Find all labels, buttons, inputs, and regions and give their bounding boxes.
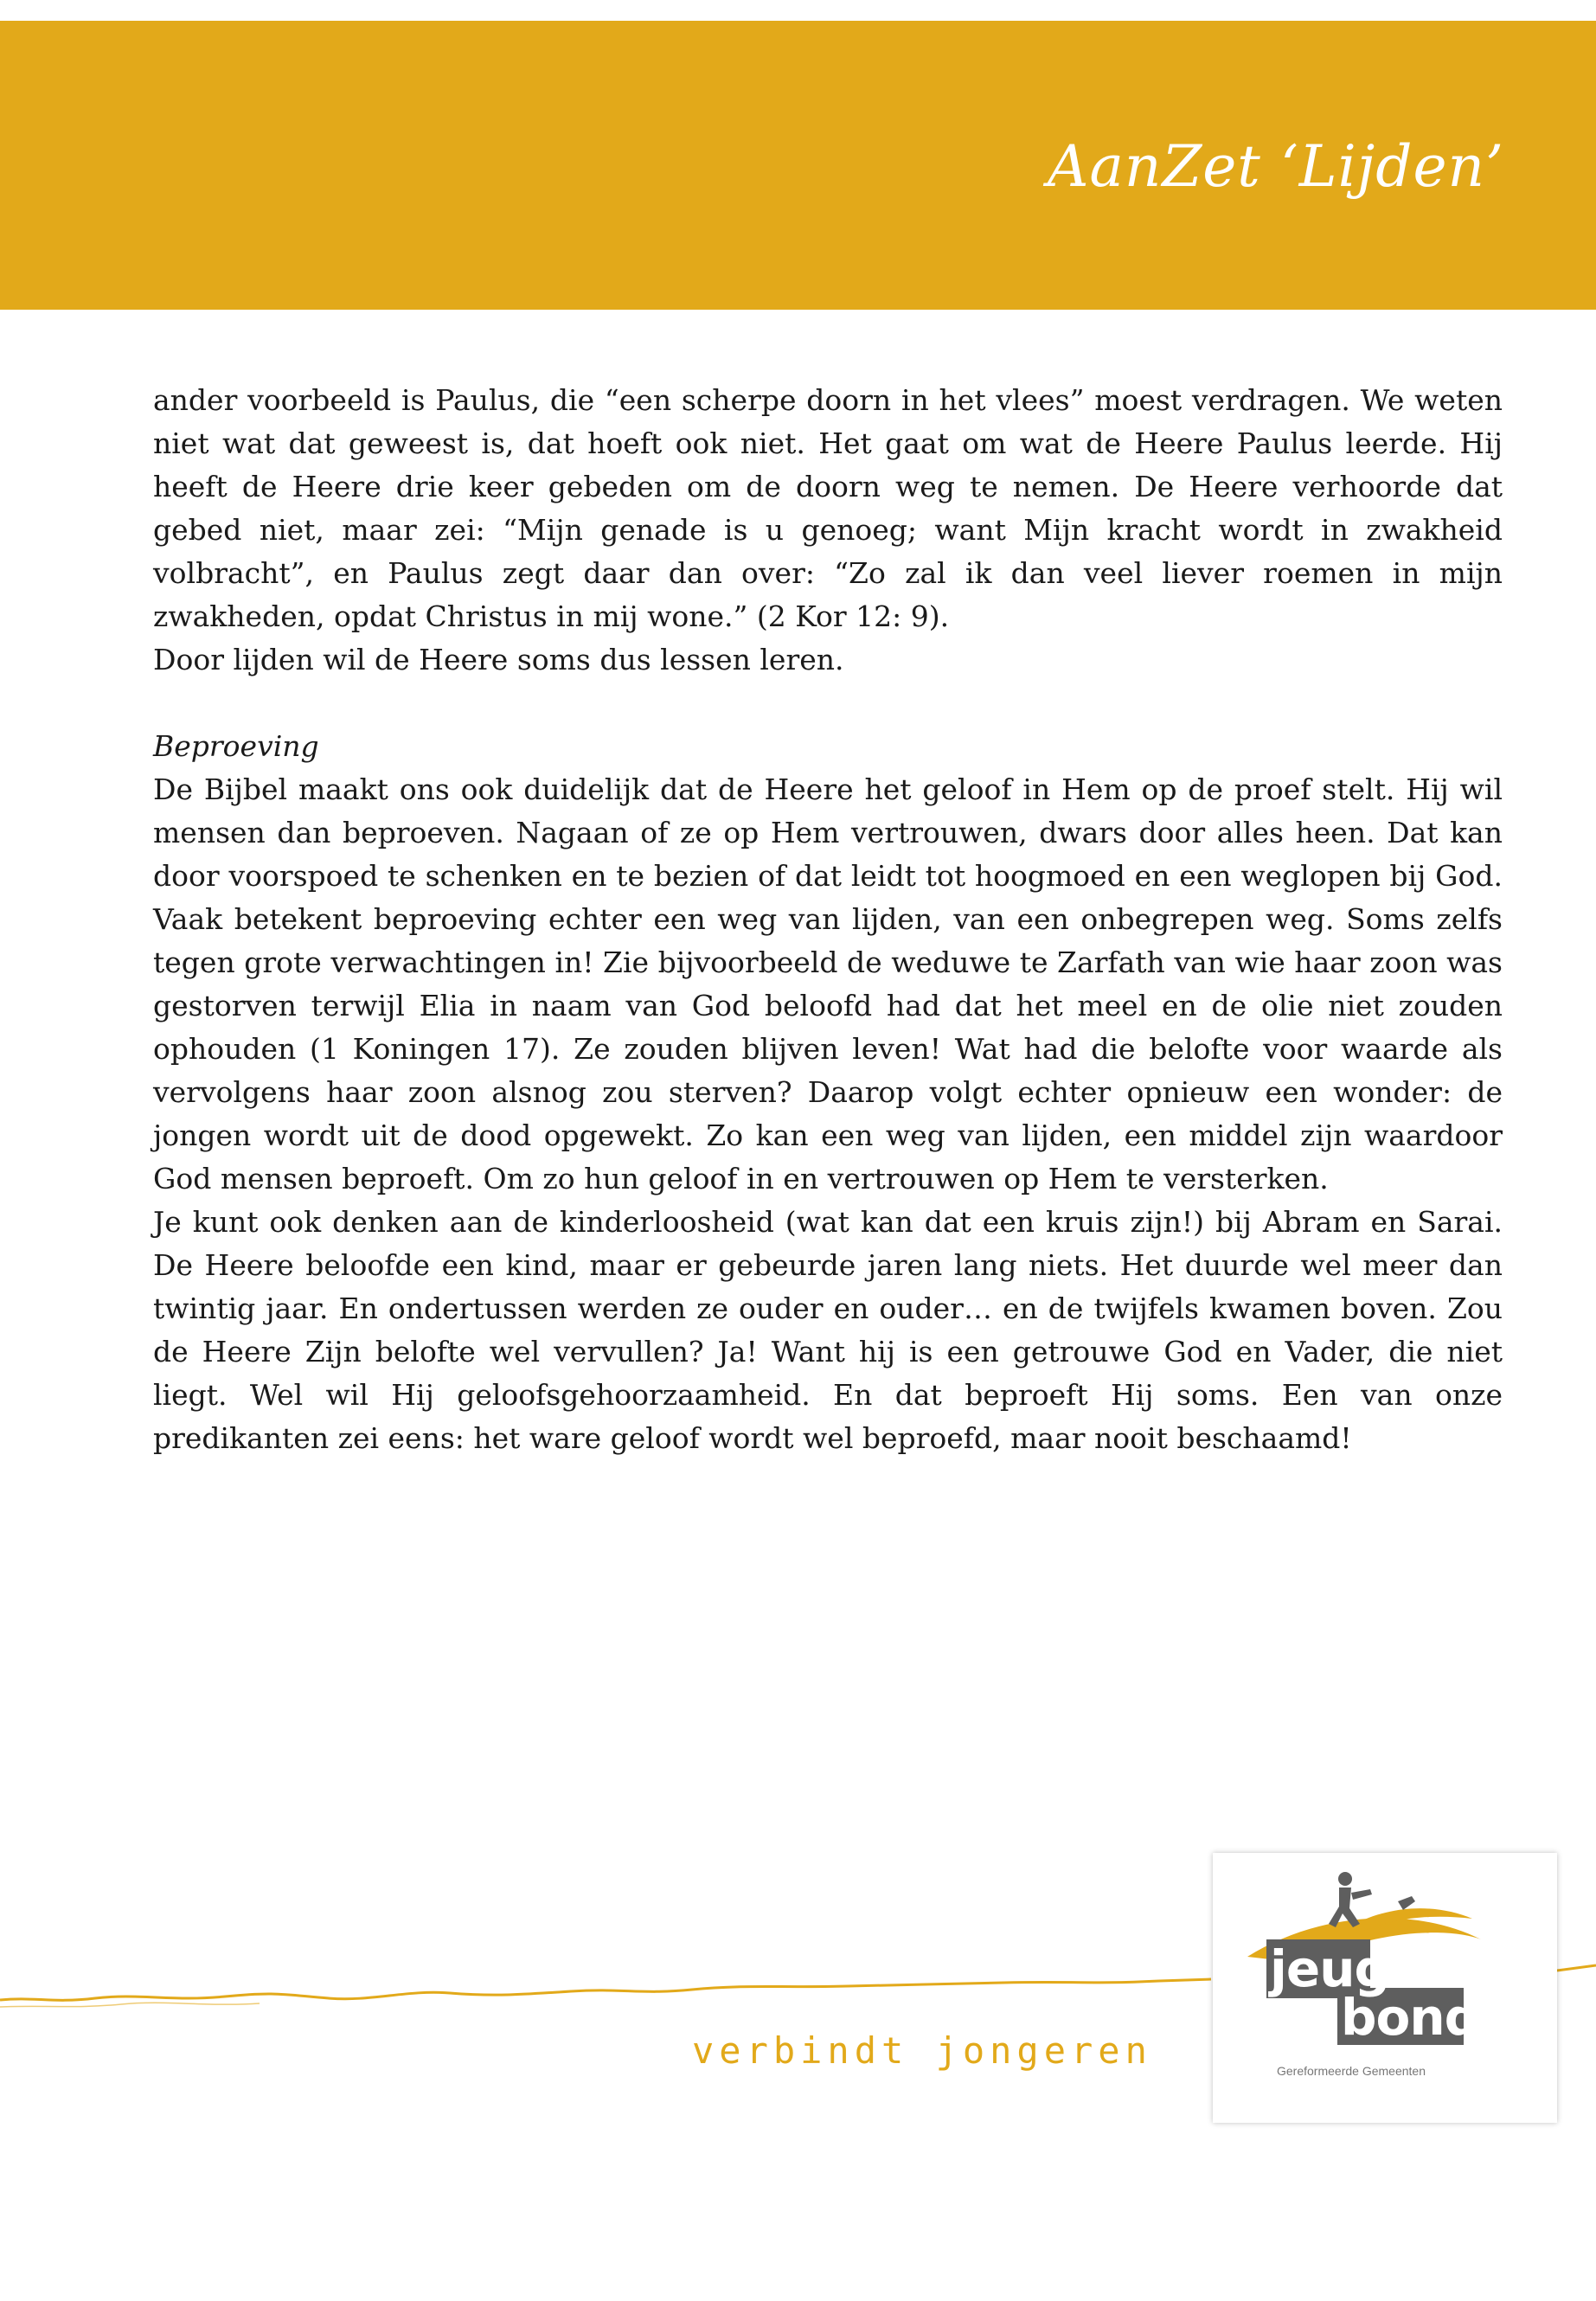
logo-word-jeugd: jeugd [1270, 1939, 1425, 1998]
footer-tagline: verbindt jongeren [692, 2029, 1152, 2072]
paragraph-paulus: ander voorbeeld is Paulus, die “een scherpe doorn in het vlees” moest verdragen. We weten niet wat dat geweest is, dat hoeft ook niet. Het gaat om wat de Heere Paulus leerde. Hij heeft de Heere drie keer gebeden om de doorn weg te nemen. De Heere verhoorde dat gebed niet, maar zei: “Mijn genade is u genoeg; want Mijn kracht wordt in zwakheid volbracht”, en Paulus zegt daar dan over: “Zo zal ik dan veel liever roemen in mijn zwakheden, opdat Christus in mij wone.” (2 Kor 12: 9). [153, 383, 1503, 633]
paragraph-beproeving: De Bijbel maakt ons ook duidelijk dat de Heere het geloof in Hem op de proef stelt. Hij wil mensen dan beproeven. Nagaan of ze op Hem vertrouwen, dwars door alles heen. Dat kan door voorspoed te schenken en te bezien of dat leidt tot hoogmoed en een weglopen bij God. Vaak betekent beproeving echter een weg van lijden, van een onbegrepen weg. Soms zelfs tegen grote verwachtingen in! Zie bijvoorbeeld de weduwe te Zarfath van wie haar zoon was gestorven terwijl Elia in naam van God beloofd had dat het meel en de olie niet zouden ophouden (1 Koningen 17). Ze zouden blijven leven! Wat had die belofte voor waarde als vervolgens haar zoon alsnog zou sterven? Daarop volgt echter opnieuw een wonder: de jongen wordt uit de dood opgewekt. Zo kan een weg van lijden, een middel zijn waardoor God mensen beproeft. Om zo hun geloof in en vertrouwen op Hem te versterken. [153, 772, 1503, 1195]
paragraph-paulus-end: Door lijden wil de Heere soms dus lessen leren. [153, 643, 844, 676]
paragraph-abram-sarai: Je kunt ook denken aan de kinderloosheid (wat kan dat een kruis zijn!) bij Abram en Sarai. De Heere beloofde een kind, maar er gebeurde jaren lang niets. Het duurde wel meer dan twintig jaar. En ondertussen werden ze ouder en ouder… en de twijfels kwamen boven. Zou de Heere Zijn belofte wel vervullen? Ja! Want hij is een getrouwe God en Vader, die niet liegt. Wel wil Hij geloofsgehoorzaamheid. En dat beproeft Hij soms. Een van onze predikanten zei eens: het ware geloof wordt wel beproefd, maar nooit beschaamd! [153, 1205, 1503, 1455]
main-content [153, 379, 1503, 1460]
logo-subtitle: Gereformeerde Gemeenten [1277, 2064, 1426, 2078]
document-title: AanZet ‘Lijden’ [1047, 133, 1504, 200]
section-heading-beproeving: Beproeving [153, 729, 319, 763]
jeugdbond-logo [1213, 1853, 1557, 2123]
header-band [0, 21, 1596, 310]
logo-word-bond: bond [1341, 1988, 1480, 2047]
paragraph-gap [153, 682, 1503, 725]
